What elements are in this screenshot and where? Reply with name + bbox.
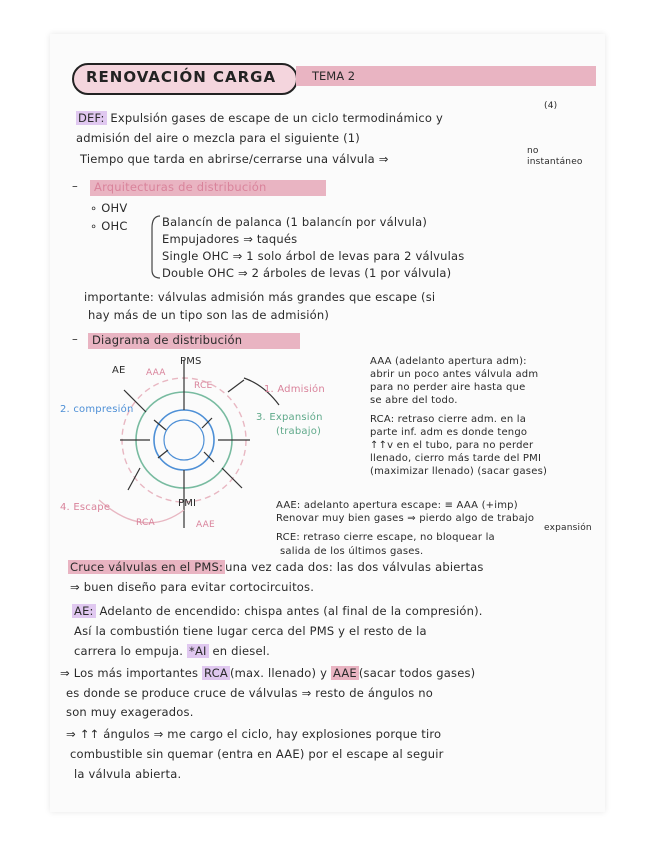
label-trabajo: (trabajo) xyxy=(276,426,322,437)
note-bottom-4: RCE: retraso cierre escape, no bloquear la xyxy=(276,532,495,543)
ae-label: AE: xyxy=(74,604,94,618)
aae-highlight: AAE xyxy=(332,666,357,680)
angulos-line-2: combustible sin quemar (entra en AAE) por el escape al seguir xyxy=(70,747,444,761)
page-title: RENOVACIÓN CARGA xyxy=(86,68,277,86)
label-admision: 1. Admisión xyxy=(264,384,325,395)
diag-heading: Diagrama de distribución xyxy=(92,333,243,347)
cruce-highlight: Cruce válvulas en el PMS: xyxy=(70,560,224,574)
def-sup: (4) xyxy=(544,101,558,111)
angulos-line-1: ⇒ ↑↑ ángulos ⇒ me cargo el ciclo, hay explosiones porque tiro xyxy=(66,727,442,741)
note-right-1: AAA (adelanto apertura adm): xyxy=(370,356,527,367)
label-pmi: PMI xyxy=(178,498,197,509)
label-aaa: AAA xyxy=(146,368,166,378)
rca-highlight: RCA xyxy=(204,666,228,680)
important-line-2: hay más de un tipo son las de admisión) xyxy=(88,308,330,322)
note-bottom-1: AAE: adelanto apertura escape: ≡ AAA (+imp) xyxy=(276,500,518,511)
ohc-item-4: Double OHC ⇒ 2 árboles de levas (1 por válvula) xyxy=(162,266,452,280)
ohc-item-2: Empujadores ⇒ taqués xyxy=(162,232,298,246)
label-pms: PMS xyxy=(180,356,202,367)
note-right-5: RCA: retraso cierre adm. en la xyxy=(370,414,527,425)
label-aae: AAE xyxy=(196,520,215,530)
note-bottom-3: expansión xyxy=(544,523,592,533)
arq-ohc: ∘ OHC xyxy=(90,219,128,233)
note-right-6: parte inf. adm es donde tengo xyxy=(370,427,528,438)
importantes-line-3: son muy exagerados. xyxy=(66,705,194,719)
label-escape: 4. Escape xyxy=(60,502,111,513)
def-label: DEF: xyxy=(78,111,105,125)
ae-line-2: Así la combustión tiene lugar cerca del PMS y el resto de la xyxy=(74,624,427,638)
def-line-1: DEF: Expulsión gases de escape de un ciclo termodinámico y xyxy=(78,111,443,125)
note-right-4: se abre del todo. xyxy=(370,395,458,406)
note-right-8: llenado, cierro más tarde del PMI xyxy=(370,453,542,464)
label-compresion: 2. compresión xyxy=(60,404,134,415)
note-right-3: para no perder aire hasta que xyxy=(370,382,526,393)
ae-line-3: carrera lo empuja. *AI en diesel. xyxy=(74,644,270,658)
label-expansion: 3. Expansión xyxy=(256,412,323,423)
note-right-2: abrir un poco antes válvula adm xyxy=(370,369,539,380)
important-line-1: importante: válvulas admisión más grandes que escape (si xyxy=(84,290,436,304)
angulos-line-3: la válvula abierta. xyxy=(74,767,182,781)
importantes-line-2: es donde se produce cruce de válvulas ⇒ resto de ángulos no xyxy=(66,686,433,700)
ohc-item-1: Balancín de palanca (1 balancín por válvula) xyxy=(162,215,428,229)
tema-label: TEMA 2 xyxy=(312,69,356,83)
arq-dash: – xyxy=(72,179,78,193)
label-rce: RCE xyxy=(194,381,213,391)
note-right-9: (maximizar llenado) (sacar gases) xyxy=(370,466,548,477)
diag-dash: – xyxy=(72,332,78,346)
def-line-3: Tiempo que tarda en abrirse/cerrarse una válvula ⇒ xyxy=(80,152,389,166)
ohc-bracket xyxy=(148,214,162,280)
arq-heading: Arquitecturas de distribución xyxy=(94,180,267,194)
cruce-line-1: Cruce válvulas en el PMS: una vez cada dos: las dos válvulas abiertas xyxy=(70,560,484,574)
ae-line-1: AE: Adelanto de encendido: chispa antes (al final de la compresión). xyxy=(74,604,483,618)
arq-ohv: ∘ OHV xyxy=(90,201,128,215)
note-right-7: ↑↑v en el tubo, para no perder xyxy=(370,440,534,451)
ai-highlight: *AI xyxy=(189,644,207,658)
note-bottom-2: Renovar muy bien gases ⇒ pierdo algo de trabajo xyxy=(276,513,535,524)
label-ae: AE xyxy=(112,365,126,376)
importantes-line-1: ⇒ Los más importantes RCA (max. llenado) y AAE (sacar todos gases) xyxy=(60,666,476,680)
def-line-2: admisión del aire o mezcla para el siguiente (1) xyxy=(76,131,360,145)
note-bottom-5: salida de los últimos gases. xyxy=(280,546,424,557)
cruce-line-2: ⇒ buen diseño para evitar cortocircuitos. xyxy=(70,580,315,594)
label-rca: RCA xyxy=(136,518,155,528)
ohc-item-3: Single OHC ⇒ 1 solo árbol de levas para 2 válvulas xyxy=(162,249,465,263)
def-no-instant: no instantáneo xyxy=(527,146,583,167)
